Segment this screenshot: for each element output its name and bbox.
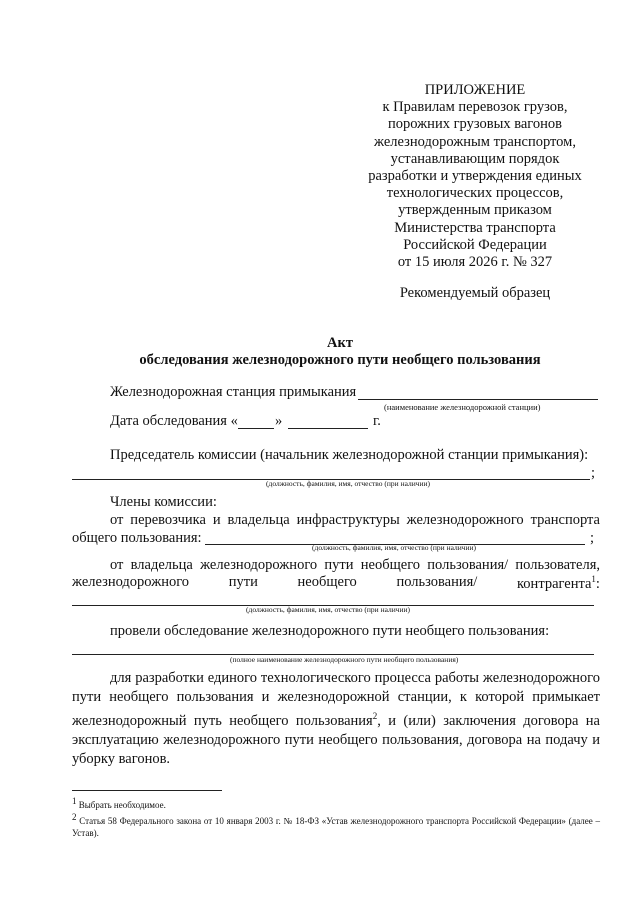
- appendix-block: [340, 82, 610, 271]
- owner-word: железнодорожного: [72, 574, 190, 590]
- footnote-ref-1[interactable]: 1: [591, 574, 596, 584]
- station-field-line[interactable]: [358, 399, 598, 400]
- carrier-line-1: от перевозчика и владельца инфраструктуры железнодорожного транспорта: [110, 512, 600, 528]
- carrier-line-2: общего пользования:: [72, 530, 202, 546]
- date-day-line[interactable]: [238, 428, 274, 429]
- owner-line-2: [72, 574, 600, 593]
- appendix-line: Российской Федерации: [403, 236, 547, 253]
- appendix-line: утвержденным приказом: [398, 202, 552, 219]
- footnote-1: $^1$ Выбрать необходимое.: [72, 796, 166, 810]
- chairman-semicolon: ;: [591, 465, 596, 481]
- carrier-hint: (должность, фамилия, имя, отчество (при наличии): [312, 543, 477, 552]
- date-month-line[interactable]: [288, 428, 368, 429]
- station-hint: (наименование железнодорожной станции): [384, 402, 541, 412]
- appendix-line: к Правилам перевозок грузов,: [382, 99, 568, 116]
- members-label: Члены комиссии:: [110, 494, 217, 510]
- document-title: Акт: [327, 335, 353, 351]
- inspection-label: провели обследование железнодорожного пути необщего пользования:: [110, 623, 550, 639]
- appendix-line: разработки и утверждения единых: [368, 168, 582, 185]
- purpose-paragraph: для разработки единого технологического процесса работы железнодорожного пути необщего пользования и железнодорожной станции, к которой примыкает железнодорожный путь необщего пользования$^2$, и (или) заключения договора на эксплуатацию железнодорожного пути необщего пользования, договора на подачу и уборку вагонов.: [72, 670, 600, 767]
- owner-last-word: контрагента$^1$:: [517, 574, 600, 592]
- owner-line-1: от владельца железнодорожного пути необщего пользования/ пользователя,: [110, 557, 600, 573]
- chairman-label: Председатель комиссии (начальник железнодорожной станции примыкания):: [110, 447, 589, 463]
- owner-word: пути: [228, 574, 258, 590]
- station-label: Железнодорожная станция примыкания: [110, 384, 357, 400]
- footnote-2: $^2$ Статья 58 Федерального закона от 10 января 2003 г. № 18-ФЗ «Устав железнодорожного транспорта Российской Федерации» (далее – Устав).: [72, 812, 600, 838]
- date-label: Дата обследования «: [110, 413, 238, 429]
- carrier-semicolon: ;: [590, 530, 595, 546]
- footnote-ref-2[interactable]: 2: [372, 711, 378, 721]
- track-hint: (полное наименование железнодорожного пути необщего пользования): [230, 655, 459, 664]
- appendix-line: устанавливающим порядок: [390, 150, 560, 167]
- date-quote: »: [275, 413, 283, 429]
- chairman-hint: (должность, фамилия, имя, отчество (при наличии): [266, 479, 431, 488]
- sample-note: Рекомендуемый образец: [399, 285, 551, 301]
- appendix-line: технологических процессов,: [386, 185, 564, 202]
- appendix-line: порожних грузовых вагонов: [388, 116, 562, 133]
- appendix-line: от 15 июля 2026 г. № 327: [397, 254, 553, 271]
- appendix-line: Министерства транспорта: [394, 219, 556, 236]
- appendix-heading: ПРИЛОЖЕНИЕ: [424, 82, 526, 98]
- appendix-line: железнодорожным транспортом,: [374, 133, 576, 150]
- owner-word: пользования/: [396, 574, 478, 590]
- owner-hint: (должность, фамилия, имя, отчество (при наличии): [246, 605, 411, 614]
- owner-word: необщего: [297, 574, 357, 590]
- date-year-label: г.: [373, 413, 381, 429]
- footnote-separator: [72, 790, 222, 791]
- document-subtitle: обследования железнодорожного пути необщего пользования: [139, 352, 541, 368]
